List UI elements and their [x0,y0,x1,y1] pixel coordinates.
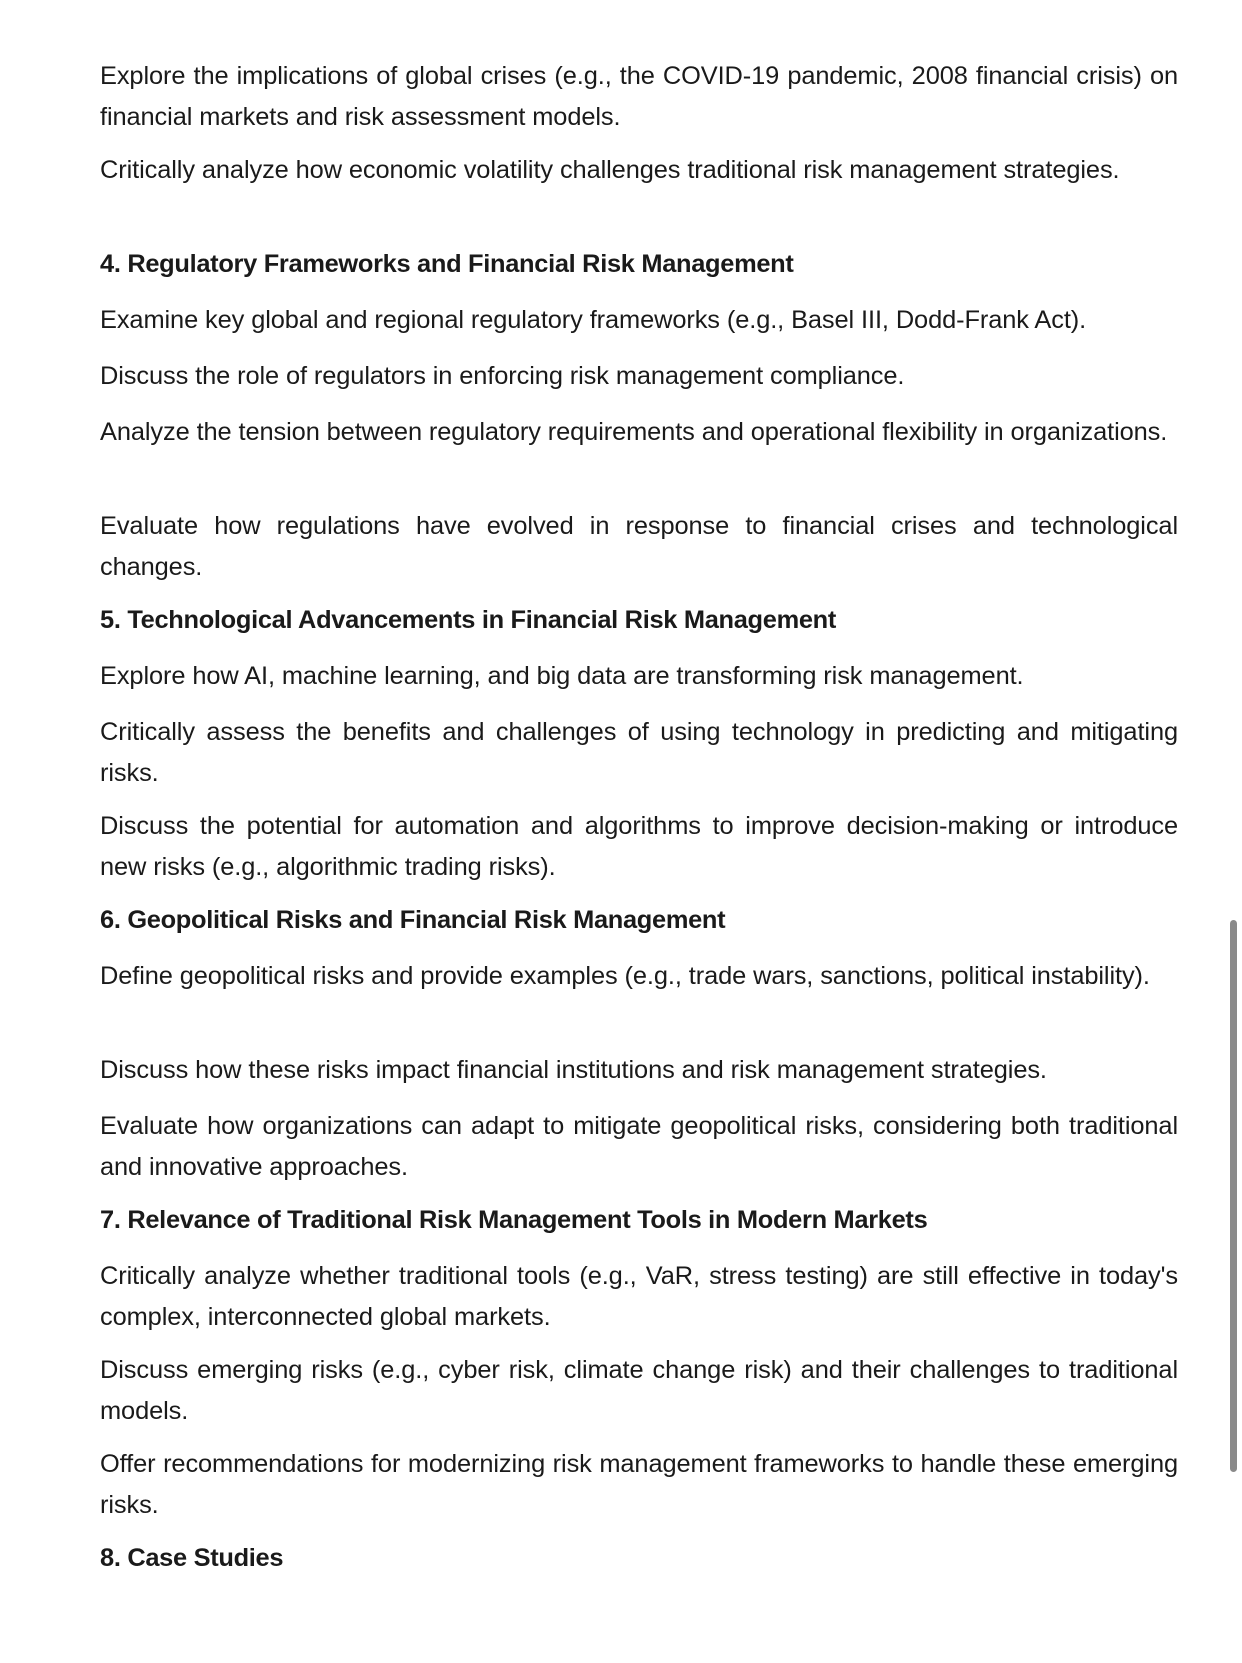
paragraph-emerging-risks: Discuss emerging risks (e.g., cyber risk, climate change risk) and their challenges to traditional models. [100,1356,1178,1425]
paragraph-regulatory-frameworks: Examine key global and regional regulatory frameworks (e.g., Basel III, Dodd-Frank Act). [100,306,1087,334]
paragraph-automation-risks: Discuss the potential for automation and algorithms to improve decision-making or introduce new risks (e.g., algorithmic trading risks). [100,812,1178,881]
paragraph-geopolitical-definition: Define geopolitical risks and provide examples (e.g., trade wars, sanctions, political instability). [100,962,1150,990]
paragraph-regulatory-tension: Analyze the tension between regulatory requirements and operational flexibility in organizations. [100,418,1168,446]
section-heading-5: 5. Technological Advancements in Financial Risk Management [100,606,837,634]
paragraph-global-crises: Explore the implications of global crises (e.g., the COVID-19 pandemic, 2008 financial crisis) on financial markets and risk assessment models. [100,62,1178,131]
paragraph-technology-assessment: Critically assess the benefits and challenges of using technology in predicting and mitigating risks. [100,718,1178,787]
vertical-scrollbar[interactable] [1230,920,1237,1472]
paragraph-modernization: Offer recommendations for modernizing risk management frameworks to handle these emerging risks. [100,1450,1178,1519]
paragraph-ai-transformation: Explore how AI, machine learning, and big data are transforming risk management. [100,662,1024,690]
section-heading-4: 4. Regulatory Frameworks and Financial Risk Management [100,250,794,278]
section-heading-6: 6. Geopolitical Risks and Financial Risk Management [100,906,726,934]
section-heading-8: 8. Case Studies [100,1544,284,1572]
paragraph-regulators-role: Discuss the role of regulators in enforcing risk management compliance. [100,362,905,390]
paragraph-geopolitical-adaptation: Evaluate how organizations can adapt to mitigate geopolitical risks, considering both traditional and innovative approaches. [100,1112,1178,1181]
section-heading-7: 7. Relevance of Traditional Risk Management Tools in Modern Markets [100,1206,928,1234]
paragraph-traditional-tools: Critically analyze whether traditional tools (e.g., VaR, stress testing) are still effective in today's complex, interconnected global markets. [100,1262,1178,1331]
paragraph-economic-volatility: Critically analyze how economic volatility challenges traditional risk management strategies. [100,156,1120,184]
paragraph-geopolitical-impact: Discuss how these risks impact financial institutions and risk management strategies. [100,1056,1047,1084]
paragraph-regulation-evolution: Evaluate how regulations have evolved in response to financial crises and technological changes. [100,512,1178,581]
